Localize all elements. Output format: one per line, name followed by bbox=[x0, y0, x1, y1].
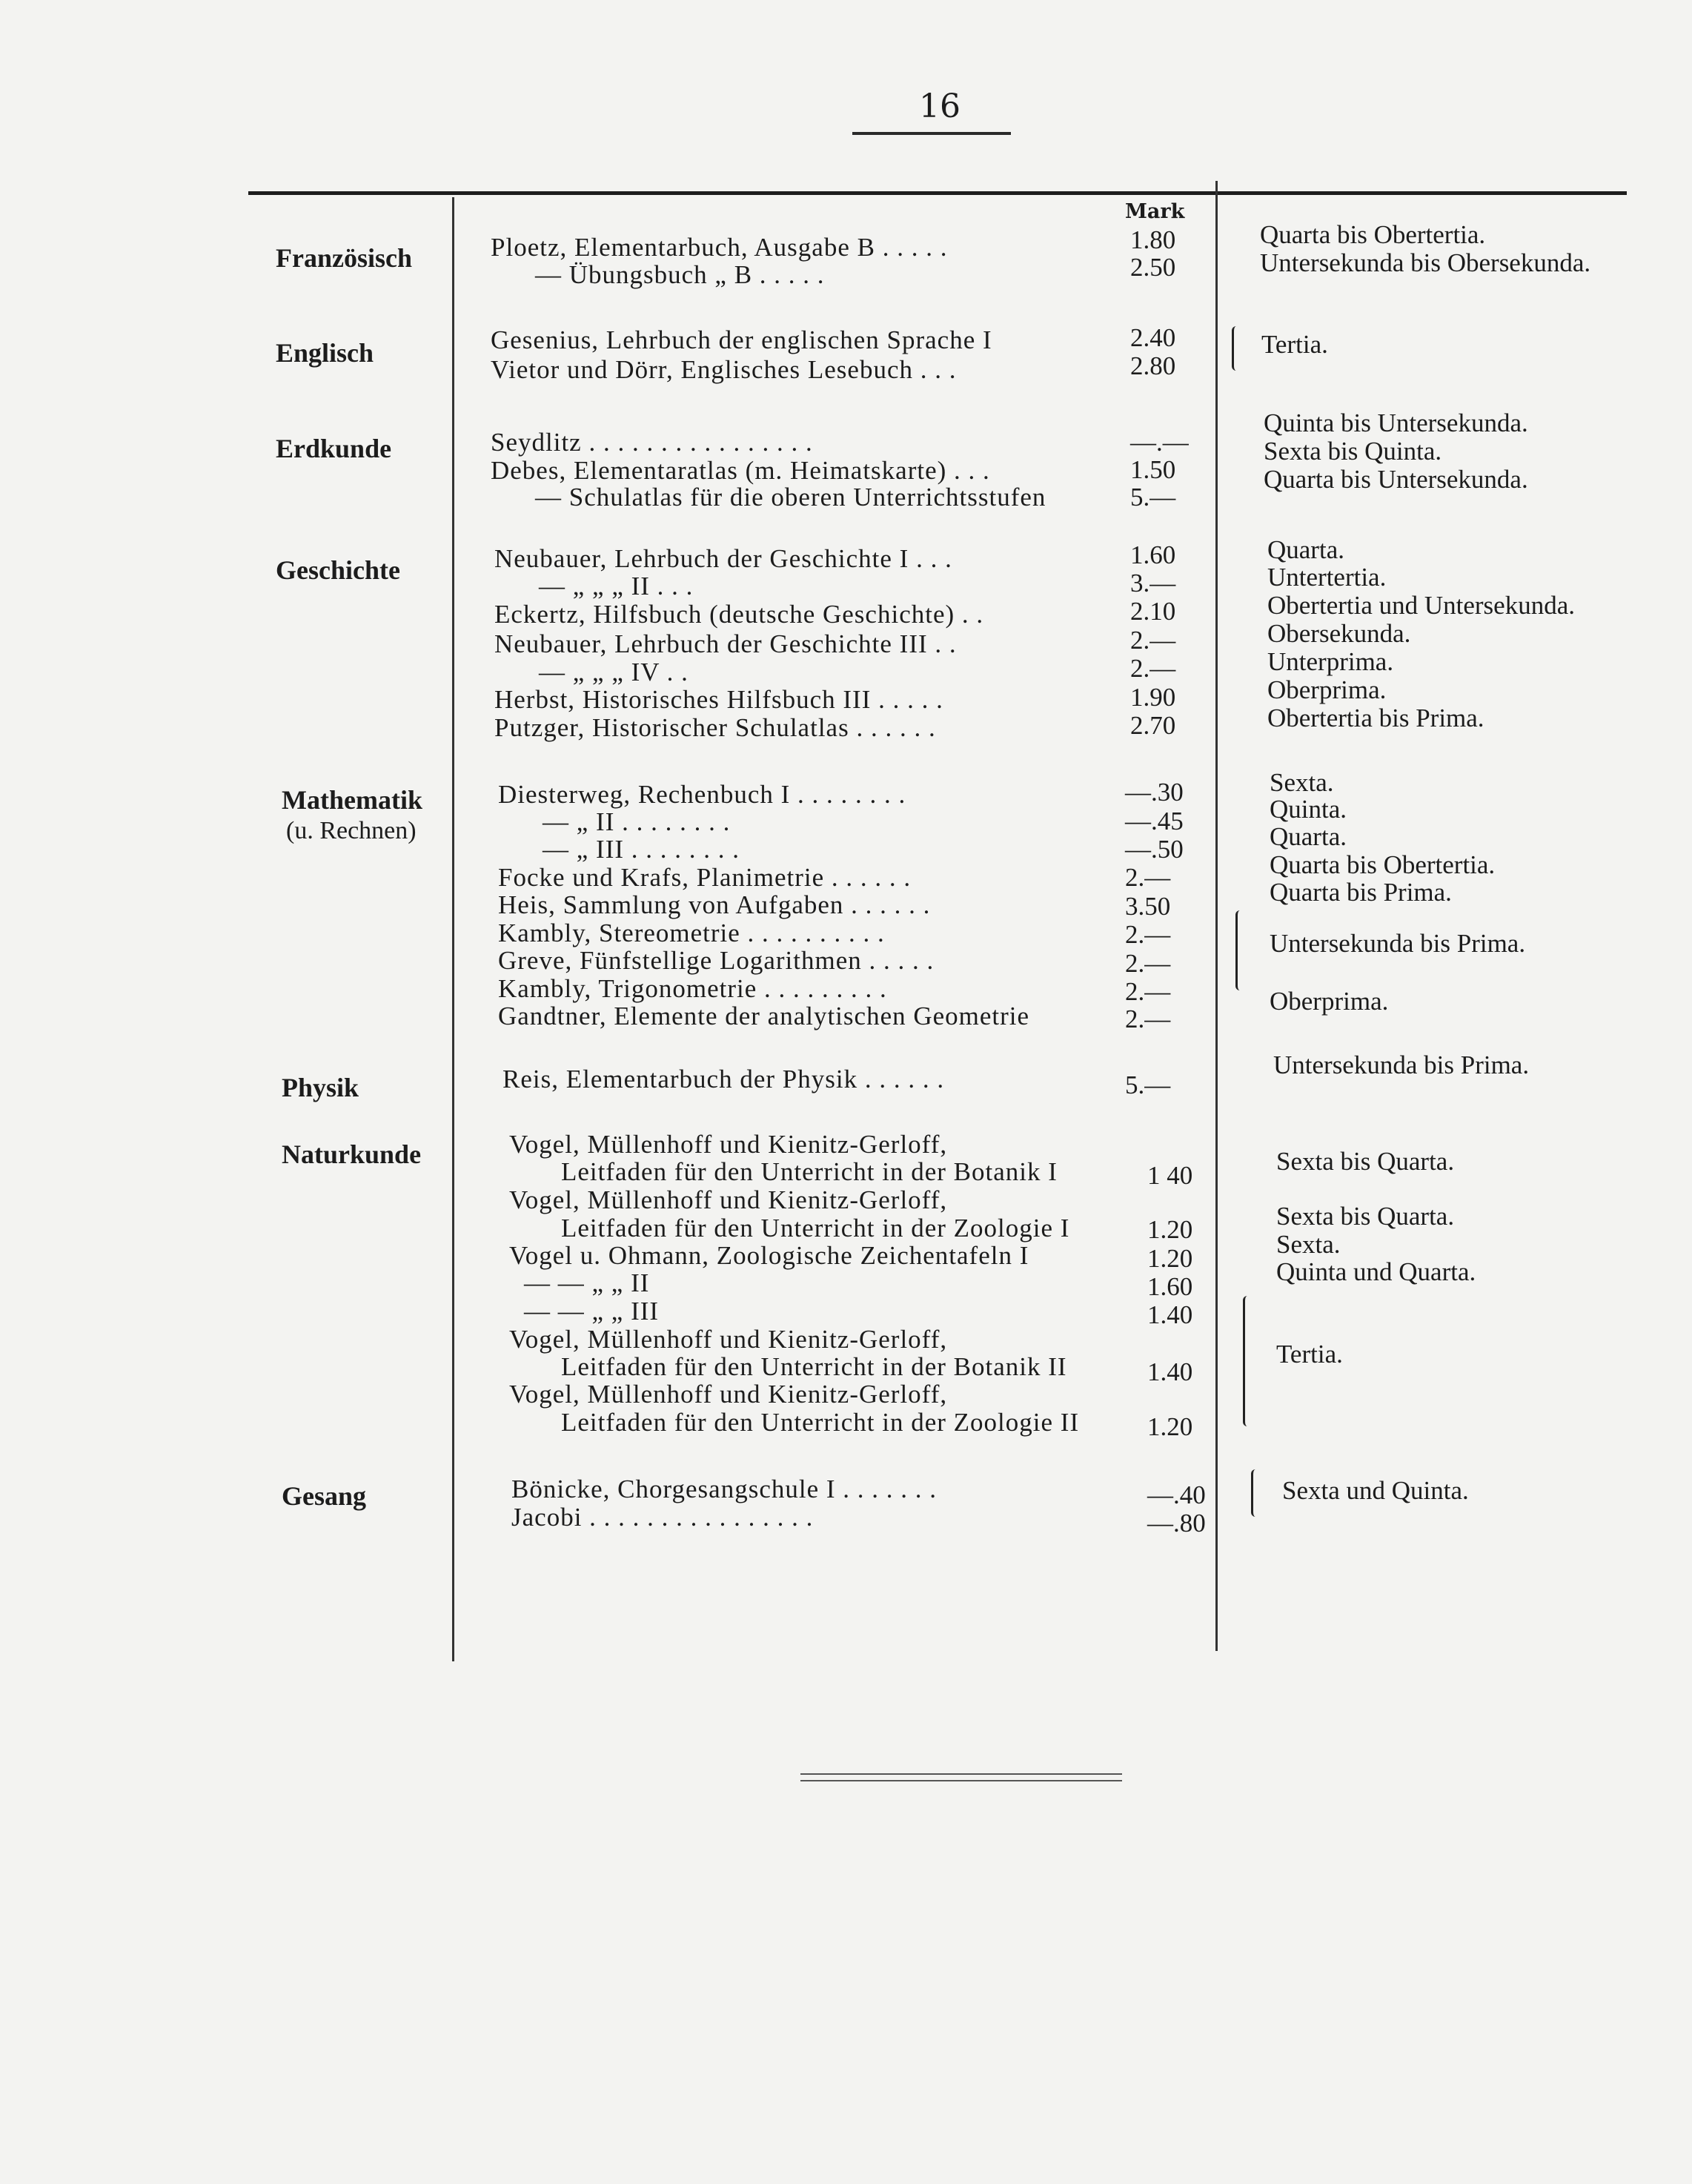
book-entry: Vogel, Müllenhoff und Kienitz-Gerloff, bbox=[509, 1185, 948, 1214]
book-entry: Reis, Elementarbuch der Physik . . . . . . bbox=[502, 1065, 945, 1093]
book-entry: Ploetz, Elementarbuch, Ausgabe B . . . . . bbox=[491, 233, 948, 262]
book-price: 2.— bbox=[1125, 949, 1171, 978]
subject-name: Geschichte bbox=[276, 555, 400, 585]
book-entry: Seydlitz . . . . . . . . . . . . . . . . bbox=[491, 428, 813, 457]
book-price: 2.— bbox=[1130, 626, 1176, 655]
book-entry: Greve, Fünfstellige Logarithmen . . . . . bbox=[498, 946, 935, 975]
class-level: Quarta. bbox=[1267, 535, 1344, 564]
book-entry: — „ II . . . . . . . . bbox=[543, 807, 731, 836]
class-level: Sexta und Quinta. bbox=[1282, 1476, 1469, 1505]
book-price: 2.— bbox=[1125, 977, 1171, 1006]
book-price: —.45 bbox=[1125, 807, 1184, 835]
book-entry: Leitfaden für den Unterricht in der Zoologie II bbox=[561, 1408, 1080, 1437]
class-level: Obertertia bis Prima. bbox=[1267, 704, 1484, 732]
book-price: 1.90 bbox=[1130, 683, 1176, 712]
book-entry: Kambly, Stereometrie . . . . . . . . . . bbox=[498, 919, 885, 947]
book-price: —.40 bbox=[1147, 1480, 1206, 1509]
subject-label bbox=[276, 555, 461, 586]
book-price: 1.50 bbox=[1130, 455, 1176, 484]
class-level: Tertia. bbox=[1276, 1340, 1343, 1369]
book-price: 1 40 bbox=[1147, 1161, 1193, 1190]
book-price: 1.20 bbox=[1147, 1412, 1193, 1441]
book-entry: Vietor und Dörr, Englisches Lesebuch . . . bbox=[491, 355, 957, 384]
book-entry: Diesterweg, Rechenbuch I . . . . . . . . bbox=[498, 780, 906, 809]
subject-label bbox=[282, 1139, 467, 1170]
subject-label bbox=[282, 784, 467, 847]
class-level: Sexta. bbox=[1270, 768, 1334, 797]
book-entry: Vogel, Müllenhoff und Kienitz-Gerloff, bbox=[509, 1380, 948, 1409]
book-price: 2.— bbox=[1125, 863, 1171, 892]
book-entry: — — „ „ III bbox=[524, 1297, 660, 1326]
page-number: 16 bbox=[919, 87, 961, 125]
book-entry: Bönicke, Chorgesangschule I . . . . . . . bbox=[511, 1475, 938, 1503]
book-price: 2.— bbox=[1130, 654, 1176, 683]
book-price: 1.60 bbox=[1147, 1272, 1193, 1301]
subject-name: Naturkunde bbox=[282, 1139, 422, 1169]
book-entry: — Schulatlas für die oberen Unterrichtsstufen bbox=[535, 483, 1046, 512]
book-entry: Kambly, Trigonometrie . . . . . . . . . bbox=[498, 974, 887, 1003]
subject-label bbox=[282, 1072, 467, 1103]
bottom-rule bbox=[800, 1780, 1122, 1781]
book-entry: — — „ „ II bbox=[524, 1268, 650, 1297]
page-number-rule bbox=[852, 132, 1011, 135]
book-entry: Focke und Krafs, Planimetrie . . . . . . bbox=[498, 863, 912, 892]
book-price: 1.40 bbox=[1147, 1300, 1193, 1329]
subject-label bbox=[282, 1480, 467, 1512]
book-entry: Gandtner, Elemente der analytischen Geometrie bbox=[498, 1002, 1030, 1030]
book-price: 1.20 bbox=[1147, 1244, 1193, 1273]
book-entry: Eckertz, Hilfsbuch (deutsche Geschichte) . . bbox=[494, 600, 984, 629]
book-entry: Herbst, Historisches Hilfsbuch III . . . . . bbox=[494, 685, 943, 714]
subject-label bbox=[276, 433, 461, 464]
class-level: Untersekunda bis Prima. bbox=[1270, 929, 1526, 958]
subject-name: Französisch bbox=[276, 243, 412, 273]
class-level: Quarta bis Obertertia. bbox=[1260, 220, 1486, 249]
book-price: 1.60 bbox=[1130, 540, 1176, 569]
book-entry: Heis, Sammlung von Aufgaben . . . . . . bbox=[498, 890, 931, 919]
class-level: Sexta. bbox=[1276, 1230, 1341, 1259]
class-level: Oberprima. bbox=[1267, 675, 1387, 704]
grouping-brace bbox=[1235, 910, 1245, 990]
table-top-rule bbox=[248, 191, 1627, 195]
class-level: Untertertia. bbox=[1267, 563, 1387, 592]
book-price: 3.50 bbox=[1125, 892, 1171, 921]
subject-name: Mathematik bbox=[282, 785, 422, 815]
book-entry: Neubauer, Lehrbuch der Geschichte III . . bbox=[494, 629, 957, 658]
book-price: 5.— bbox=[1130, 483, 1176, 512]
class-level: Quinta. bbox=[1270, 795, 1347, 824]
column-divider-left bbox=[452, 197, 454, 1661]
book-entry: Putzger, Historischer Schulatlas . . . . . . bbox=[494, 713, 936, 742]
book-entry: — Übungsbuch „ B . . . . . bbox=[535, 260, 825, 289]
class-level: Quinta und Quarta. bbox=[1276, 1257, 1476, 1286]
book-price: 1.20 bbox=[1147, 1215, 1193, 1244]
class-level: Quarta bis Obertertia. bbox=[1270, 850, 1496, 879]
book-price: 3.— bbox=[1130, 569, 1176, 598]
book-entry: Gesenius, Lehrbuch der englischen Sprache I bbox=[491, 325, 992, 354]
book-entry: Debes, Elementaratlas (m. Heimatskarte) . . . bbox=[491, 456, 990, 485]
class-level: Untersekunda bis Obersekunda. bbox=[1260, 248, 1591, 277]
subject-subtitle: (u. Rechnen) bbox=[286, 817, 417, 844]
class-level: Sexta bis Quarta. bbox=[1276, 1147, 1455, 1176]
class-level: Quarta. bbox=[1270, 822, 1347, 851]
subject-name: Englisch bbox=[276, 338, 374, 368]
book-price: —.50 bbox=[1125, 835, 1184, 864]
book-entry: Leitfaden für den Unterricht in der Zoologie I bbox=[561, 1214, 1070, 1242]
book-entry: Leitfaden für den Unterricht in der Botanik II bbox=[561, 1352, 1067, 1381]
class-level: Sexta bis Quarta. bbox=[1276, 1202, 1455, 1231]
class-level: Obersekunda. bbox=[1267, 619, 1411, 648]
subject-name: Erdkunde bbox=[276, 434, 392, 463]
book-price: 2.80 bbox=[1130, 351, 1176, 380]
class-level: Quinta bis Untersekunda. bbox=[1264, 408, 1528, 437]
book-entry: — „ „ „ II . . . bbox=[539, 572, 694, 600]
grouping-brace bbox=[1251, 1469, 1261, 1517]
book-price: 1.80 bbox=[1130, 225, 1176, 254]
book-entry: Neubauer, Lehrbuch der Geschichte I . . . bbox=[494, 544, 952, 573]
book-price: —.30 bbox=[1125, 778, 1184, 807]
class-level: Tertia. bbox=[1261, 330, 1328, 359]
grouping-brace bbox=[1232, 326, 1241, 371]
class-level: Quarta bis Prima. bbox=[1270, 878, 1452, 907]
class-level: Sexta bis Quinta. bbox=[1264, 437, 1442, 466]
book-entry: Vogel, Müllenhoff und Kienitz-Gerloff, bbox=[509, 1130, 948, 1159]
grouping-brace bbox=[1243, 1296, 1253, 1426]
book-price: 2.50 bbox=[1130, 253, 1176, 282]
class-level: Oberprima. bbox=[1270, 987, 1389, 1016]
book-price: 5.— bbox=[1125, 1071, 1171, 1099]
subject-name: Physik bbox=[282, 1073, 359, 1102]
book-price: 2.70 bbox=[1130, 711, 1176, 740]
book-entry: — „ „ „ IV . . bbox=[539, 658, 689, 686]
subject-label bbox=[276, 337, 461, 368]
book-entry: — „ III . . . . . . . . bbox=[543, 835, 740, 864]
book-entry: Vogel u. Ohmann, Zoologische Zeichentafeln I bbox=[509, 1241, 1029, 1270]
book-price: 2.10 bbox=[1130, 597, 1176, 626]
book-price: —.80 bbox=[1147, 1509, 1206, 1538]
book-price: 2.40 bbox=[1130, 323, 1176, 352]
subject-name: Gesang bbox=[282, 1481, 367, 1511]
class-level: Quarta bis Untersekunda. bbox=[1264, 465, 1528, 494]
class-level: Unterprima. bbox=[1267, 647, 1394, 676]
book-price: 2.— bbox=[1125, 920, 1171, 949]
book-entry: Vogel, Müllenhoff und Kienitz-Gerloff, bbox=[509, 1325, 948, 1354]
class-level: Untersekunda bis Prima. bbox=[1273, 1050, 1530, 1079]
book-price: —.— bbox=[1130, 428, 1189, 457]
bottom-rule bbox=[800, 1773, 1122, 1775]
book-price: 2.— bbox=[1125, 1005, 1171, 1033]
price-column-header: Mark bbox=[1125, 200, 1185, 223]
book-entry: Jacobi . . . . . . . . . . . . . . . . bbox=[511, 1503, 814, 1532]
subject-label bbox=[276, 242, 461, 274]
book-entry: Leitfaden für den Unterricht in der Botanik I bbox=[561, 1157, 1058, 1186]
class-level: Obertertia und Untersekunda. bbox=[1267, 591, 1575, 620]
book-price: 1.40 bbox=[1147, 1357, 1193, 1386]
